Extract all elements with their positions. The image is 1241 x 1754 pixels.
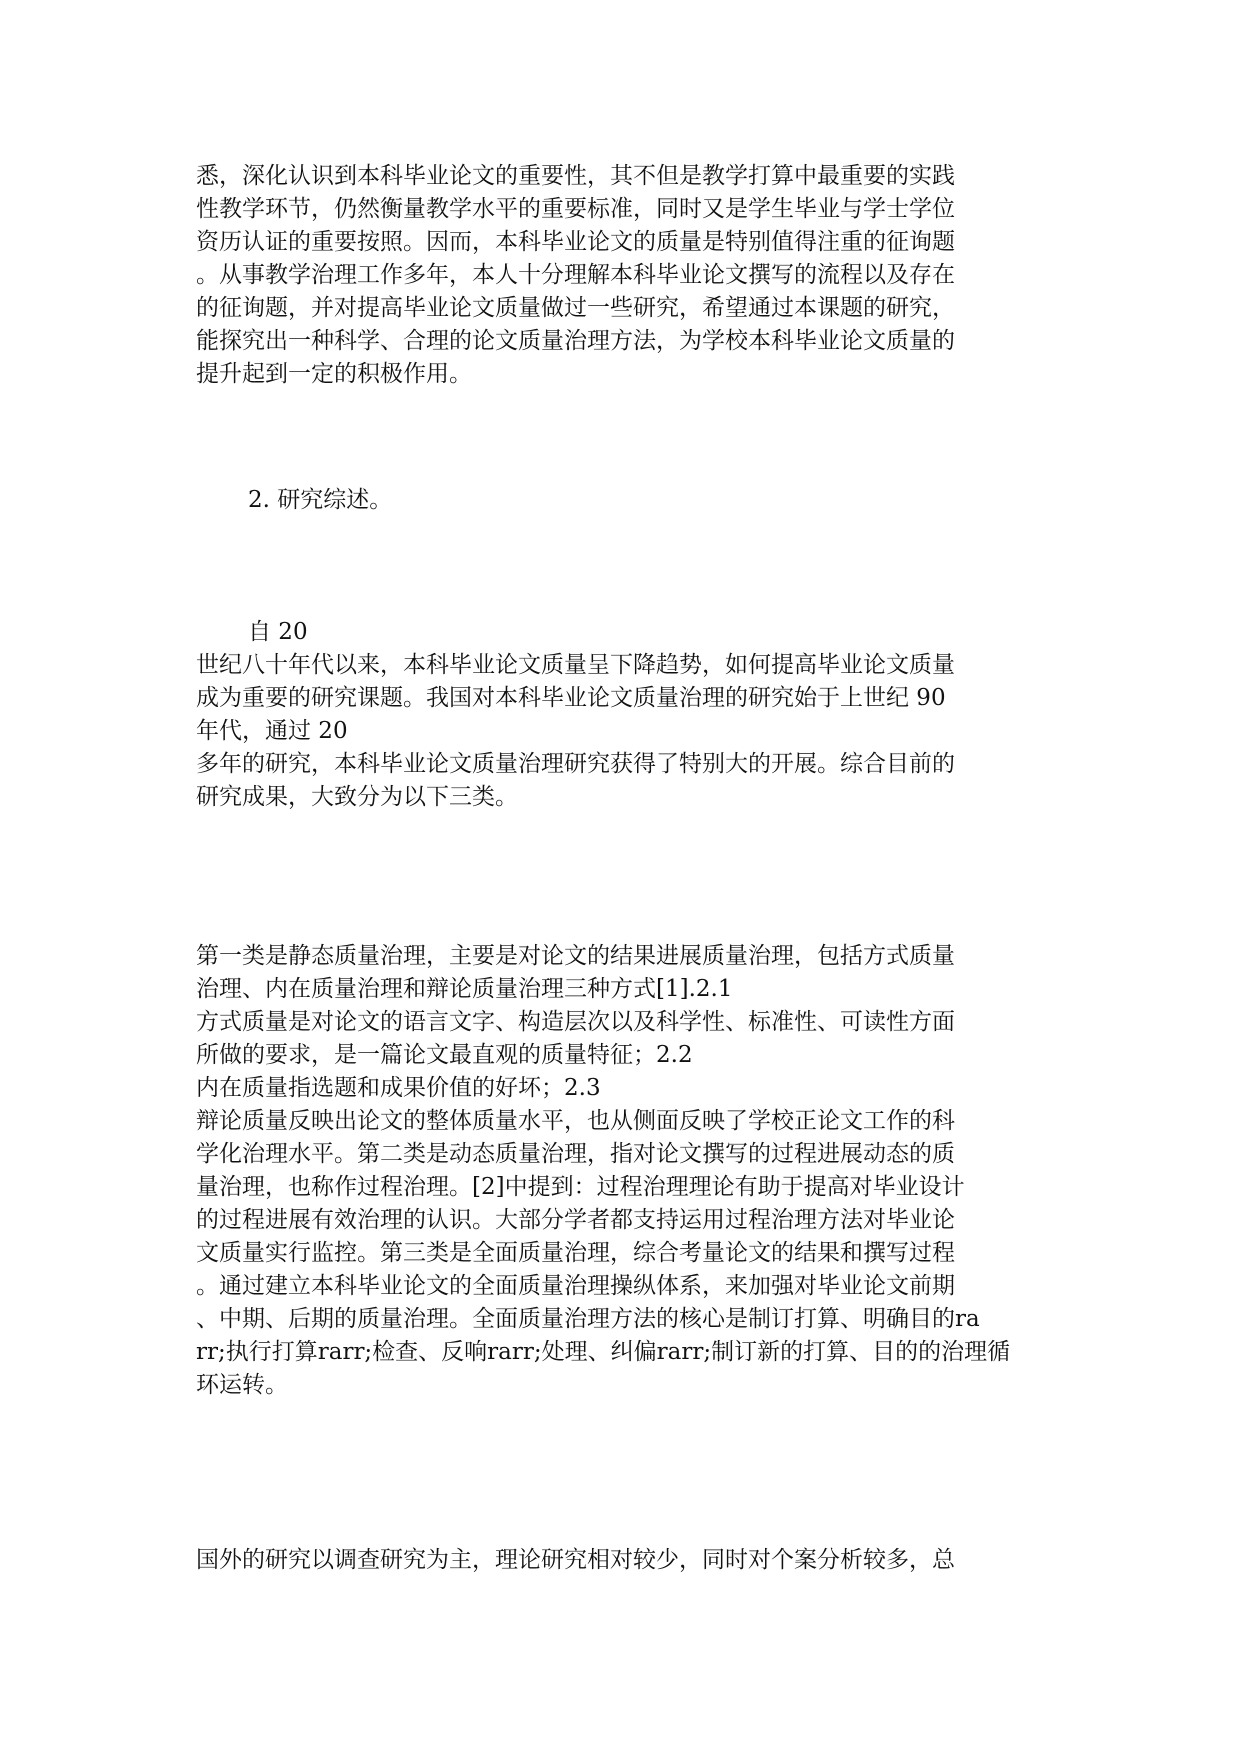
text-line: 多年的研究，本科毕业论文质量治理研究获得了特别大的开展。综合目前的 bbox=[196, 751, 955, 777]
section-heading bbox=[196, 484, 1036, 517]
text-line: 世纪八十年代以来，本科毕业论文质量呈下降趋势，如何提高毕业论文质量 bbox=[196, 652, 955, 678]
paragraph-research-review bbox=[196, 616, 1036, 814]
text-line: 性教学环节，仍然衡量教学水平的重要标准，同时又是学生毕业与学士学位 bbox=[196, 196, 955, 222]
text-line: 资历认证的重要按照。因而，本科毕业论文的质量是特别值得注重的征询题 bbox=[196, 229, 955, 255]
text-line: 年代，通过 20 bbox=[196, 718, 348, 744]
paragraph-three-types bbox=[196, 940, 1036, 1402]
text-line: 第一类是静态质量治理，主要是对论文的结果进展质量治理，包括方式质量 bbox=[196, 943, 955, 969]
text-line: 方式质量是对论文的语言文字、构造层次以及科学性、标准性、可读性方面 bbox=[196, 1009, 955, 1035]
text-line: rr;执行打算rarr;检查、反响rarr;处理、纠偏rarr;制订新的打算、目的的治理循 bbox=[196, 1339, 1011, 1365]
text-line: 文质量实行监控。第三类是全面质量治理，综合考量论文的结果和撰写过程 bbox=[196, 1240, 955, 1266]
text-line: 所做的要求，是一篇论文最直观的质量特征；2.2 bbox=[196, 1042, 693, 1068]
text-line: 国外的研究以调查研究为主，理论研究相对较少，同时对个案分析较多，总 bbox=[196, 1547, 955, 1573]
text-line: 研究成果，大致分为以下三类。 bbox=[196, 784, 518, 810]
text-line: 能探究出一种科学、合理的论文质量治理方法，为学校本科毕业论文质量的 bbox=[196, 328, 955, 354]
text-line: 量治理，也称作过程治理。[2]中提到：过程治理理论有助于提高对毕业设计 bbox=[196, 1174, 965, 1200]
text-line: 提升起到一定的积极作用。 bbox=[196, 361, 472, 387]
paragraph-foreign-research bbox=[196, 1544, 1036, 1577]
text-line: 辩论质量反映出论文的整体质量水平，也从侧面反映了学校正论文工作的科 bbox=[196, 1108, 955, 1134]
text-line: 环运转。 bbox=[196, 1372, 288, 1398]
paragraph-introduction bbox=[196, 160, 1036, 391]
text-line: 的过程进展有效治理的认识。大部分学者都支持运用过程治理方法对毕业论 bbox=[196, 1207, 955, 1233]
text-line: 自 20 bbox=[248, 619, 308, 645]
text-line: 。通过建立本科毕业论文的全面质量治理操纵体系，来加强对毕业论文前期 bbox=[196, 1273, 955, 1299]
text-line: 。从事教学治理工作多年，本人十分理解本科毕业论文撰写的流程以及存在 bbox=[196, 262, 955, 288]
text-line: 学化治理水平。第二类是动态质量治理，指对论文撰写的过程进展动态的质 bbox=[196, 1141, 955, 1167]
text-line: 治理、内在质量治理和辩论质量治理三种方式[1].2.1 bbox=[196, 976, 733, 1002]
text-line: 的征询题，并对提高毕业论文质量做过一些研究，希望通过本课题的研究， bbox=[196, 295, 955, 321]
text-line: 内在质量指选题和成果价值的好坏；2.3 bbox=[196, 1075, 601, 1101]
text-line: 悉，深化认识到本科毕业论文的重要性，其不但是教学打算中最重要的实践 bbox=[196, 163, 955, 189]
text-line: 成为重要的研究课题。我国对本科毕业论文质量治理的研究始于上世纪 90 bbox=[196, 685, 946, 711]
section-heading-text: 2. 研究综述。 bbox=[248, 487, 393, 513]
text-line: 、中期、后期的质量治理。全面质量治理方法的核心是制订打算、明确目的ra bbox=[196, 1306, 980, 1332]
